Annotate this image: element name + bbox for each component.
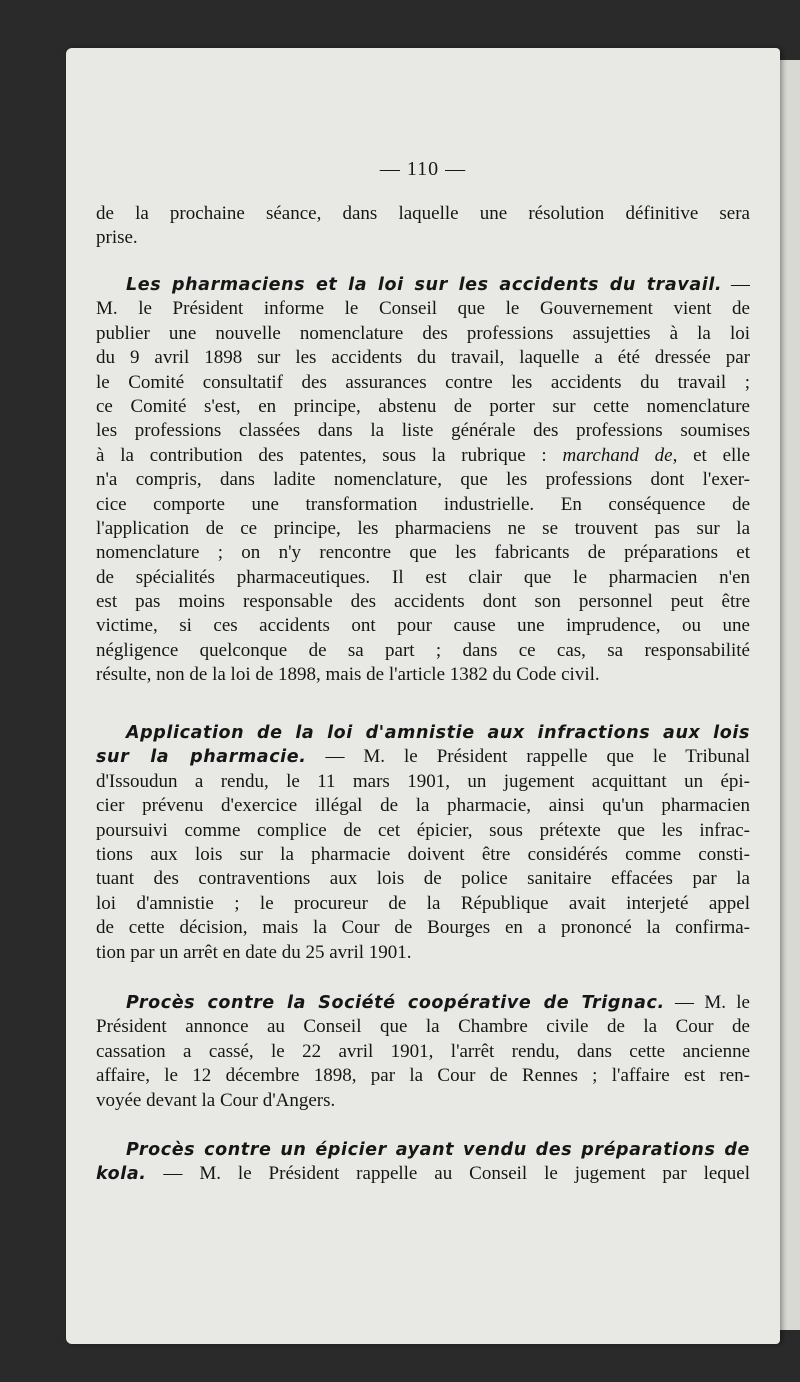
text-line: Président annonce au Conseil que la Chambre civile de la Cour de — [96, 1016, 750, 1038]
text-segment: — M. le Président rappelle au Conseil le jugement par lequel — [146, 1163, 750, 1185]
paragraph-kola — [96, 1138, 750, 1187]
text-line-with-emphasis — [96, 444, 750, 468]
text-line: cice comporte une transformation industrielle. En conséquence de — [96, 493, 750, 515]
text-line: est pas moins responsable des accidents dont son personnel peut être — [96, 591, 750, 613]
section-heading: Procès contre un épicier ayant vendu des préparations de — [126, 1140, 750, 1160]
text-line: résulte, non de la loi de 1898, mais de l'article 1382 du Code civil. — [96, 664, 600, 686]
paragraph-trignac — [96, 991, 750, 1113]
text-line: cassation a cassé, le 22 avril 1901, l'arrêt rendu, dans cette ancienne — [96, 1040, 750, 1062]
text-line: M. le Président informe le Conseil que le Gouvernement vient de — [96, 298, 750, 320]
text-line: prise. — [96, 227, 138, 249]
heading-dash: — — [722, 274, 750, 295]
page-number: — 110 — — [379, 158, 467, 180]
paragraph-continuation — [96, 202, 750, 251]
text-line: n'a compris, dans ladite nomenclature, que les professions dont l'exer- — [96, 469, 750, 491]
section-heading-line — [96, 721, 750, 745]
paragraph-amnistie — [96, 721, 750, 965]
text-line: négligence quelconque de sa part ; dans ce cas, sa responsabilité — [96, 639, 750, 661]
text-line: tions aux lois sur la pharmacie doivent être considérés comme consti- — [96, 843, 750, 865]
section-heading-line — [96, 273, 750, 297]
text-line: ce Comité s'est, en principe, abstenu de porter sur cette nomenclature — [96, 395, 750, 417]
section-heading: Procès contre la Société coopérative de Trignac. — [126, 993, 665, 1013]
text-line: affaire, le 12 décembre 1898, par la Cour de Rennes ; l'affaire est ren- — [96, 1065, 750, 1087]
text-line: le Comité consultatif des assurances contre les accidents du travail ; — [96, 371, 750, 393]
text-line: loi d'amnistie ; le procureur de la République avait interjeté appel — [96, 892, 750, 914]
text-line: tuant des contraventions aux lois de police sanitaire effacées par la — [96, 868, 750, 890]
text-line: poursuivi comme complice de cet épicier, sous prétexte que les infrac- — [96, 819, 750, 841]
text-line: nomenclature ; on n'y rencontre que les fabricants de préparations et — [96, 542, 750, 564]
emphasis-text: marchand de — [562, 444, 673, 466]
text-segment: , et elle — [672, 444, 750, 466]
section-heading-line — [96, 1138, 750, 1162]
section-heading: Les pharmaciens et la loi sur les accidents du travail. — [126, 275, 723, 295]
text-line: l'application de ce principe, les pharmaciens ne se trouvent pas sur la — [96, 517, 750, 539]
section-heading-line — [96, 991, 750, 1015]
text-line: d'Issoudun a rendu, le 11 mars 1901, un jugement acquittant un épi- — [96, 770, 750, 792]
text-segment: — M. le Président rappelle que le Tribunal — [306, 746, 750, 768]
text-line: du 9 avril 1898 sur les accidents du travail, laquelle a été dressée par — [96, 347, 750, 369]
text-line: de cette décision, mais la Cour de Bourges en a prononcé la confirma- — [96, 917, 750, 939]
section-heading-line — [96, 1162, 750, 1186]
text-line: cier prévenu d'exercice illégal de la pharmacie, ainsi qu'un pharmacien — [96, 795, 750, 817]
text-line: les professions classées dans la liste générale des professions soumises — [96, 420, 750, 442]
text-segment: — M. le — [664, 992, 750, 1013]
section-heading: kola. — [96, 1164, 147, 1185]
text-segment: à la contribution des patentes, sous la rubrique : — [96, 444, 547, 466]
text-line: de spécialités pharmaceutiques. Il est clair que le pharmacien n'en — [96, 566, 750, 588]
text-line: victime, si ces accidents ont pour cause une imprudence, ou une — [96, 615, 750, 637]
paragraph-pharmaciens-accidents — [96, 273, 750, 688]
text-line: de la prochaine séance, dans laquelle une résolution définitive sera — [96, 203, 750, 224]
section-heading: sur la pharmacie. — [96, 747, 307, 768]
section-heading-line — [96, 745, 750, 769]
text-line: voyée devant la Cour d'Angers. — [96, 1089, 336, 1111]
text-line: publier une nouvelle nomenclature des professions assujetties à la loi — [96, 322, 750, 344]
text-line: tion par un arrêt en date du 25 avril 1901. — [96, 941, 412, 963]
section-heading: Application de la loi d'amnistie aux infractions aux lois — [126, 723, 750, 743]
